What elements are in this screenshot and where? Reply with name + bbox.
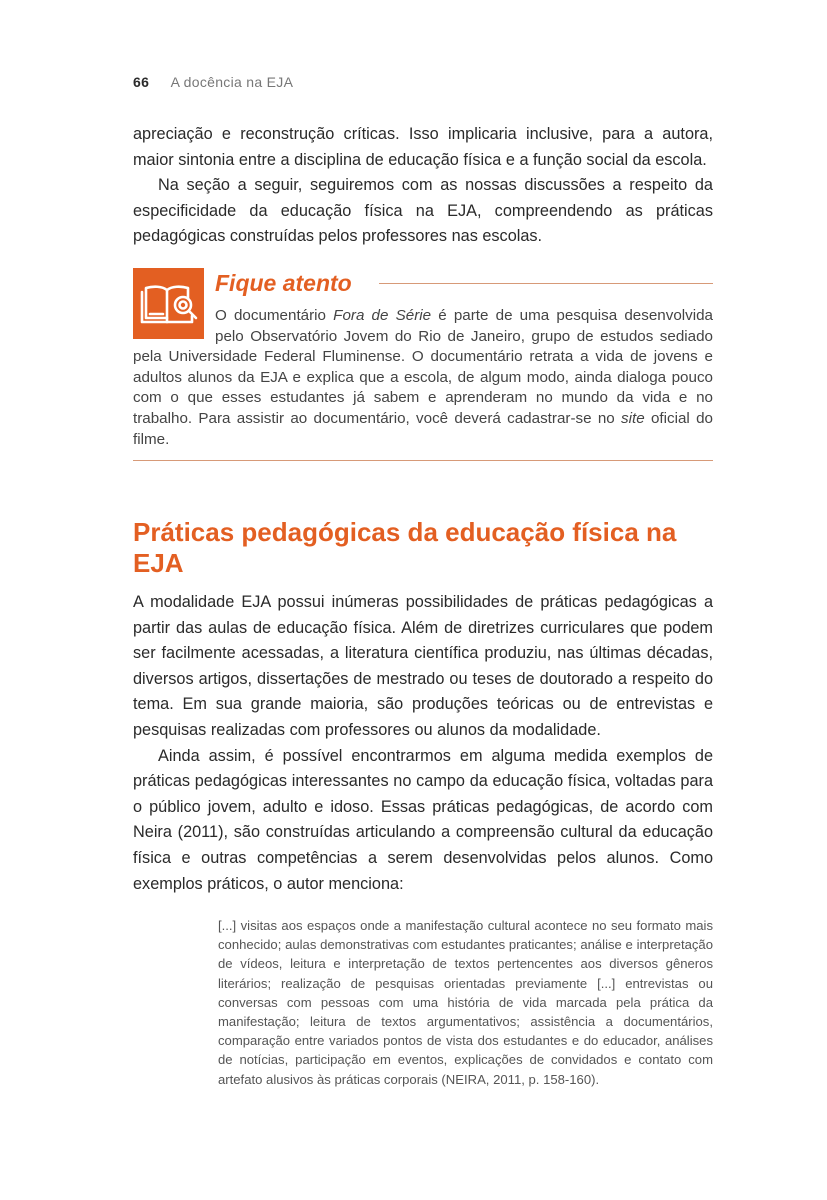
paragraph: Ainda assim, é possível encontrarmos em alguma medida exemplos de práticas pedagógicas interessantes no campo da educação física, voltadas para o público jovem, adulto e idoso. Essas práticas pedagógicas, de acordo com Neira (2011), são construídas articulando a compreensão cultural da educação física e outras competências a serem desenvolvidas pelos alunos. Como exemplos práticos, o autor menciona:: [133, 746, 713, 893]
intro-text: [133, 122, 713, 250]
divider: [379, 283, 713, 284]
paragraph: A modalidade EJA possui inúmeras possibilidades de práticas pedagógicas a partir das aulas de educação física. Além de diretrizes curriculares que podem ser facilmente acessadas, a literatura científica produziu, nas últimas décadas, diversos artigos, dissertações de mestrado ou teses de doutorado a respeito do tema. Em sua grande maioria, são produções teóricas ou de entrevistas e pesquisas realizadas com professores ou alunos da modalidade.: [133, 593, 713, 739]
site-word: site: [621, 409, 645, 427]
callout-header: [215, 268, 713, 300]
callout-text-start: O documentário: [215, 307, 334, 324]
callout-text-body: é parte de uma pesquisa desenvolvida pelo Observatório Jovem do Rio de Janeiro, grupo de estudos sediado pela Universidade Federal Fluminense. O documentário retrata a vida de jovens e adultos alunos da EJA e explica que a escola, de algum modo, ainda dialoga pouco com o que esses estudantes já sabem e aprenderam no mundo da vida e no trabalho. Para assistir ao documentário, você deverá cadastrar-se no: [133, 307, 713, 427]
icon-spacer: [133, 306, 215, 339]
block-quote: [...] visitas aos espaços onde a manifestação cultural acontece no seu formato mais conhecido; aulas demonstrativas com estudantes praticantes; análise e interpretação de vídeos, leitura e interpretação de textos pertencentes aos diversos gêneros literários; realização de pesquisas orientadas previamente [...] entrevistas ou conversas com pessoas com uma história de vida marcada pela prática da manifestação; leitura de textos argumentativos; assistência a documentários, comparação entre variados pontos de vista dos estudantes e do educador, análises de notícias, participação em eventos, explicações de convidados e contato com artefato alusivos às práticas corporais (NEIRA, 2011, p. 158-160).: [218, 918, 713, 1087]
callout-text: [133, 306, 713, 450]
callout-text-end: oficial do filme.: [133, 409, 713, 448]
documentary-title: Fora de Série: [333, 307, 432, 324]
callout-title: Fique atento: [215, 270, 352, 296]
chapter-title: A docência na EJA: [170, 74, 294, 90]
section-body: [133, 590, 713, 897]
paragraph: apreciação e reconstrução críticas. Isso implicaria inclusive, para a autora, maior sintonia entre a disciplina de educação física e a função social da escola.: [133, 125, 713, 169]
paragraph: Na seção a seguir, seguiremos com as nossas discussões a respeito da especificidade da educação física na EJA, compreendendo as práticas pedagógicas construídas pelos professores nas escolas.: [133, 176, 713, 246]
divider: [133, 460, 713, 461]
page-number: 66: [133, 74, 150, 90]
running-header: [133, 74, 293, 90]
section-heading: Práticas pedagógicas da educação física na EJA: [133, 517, 677, 578]
